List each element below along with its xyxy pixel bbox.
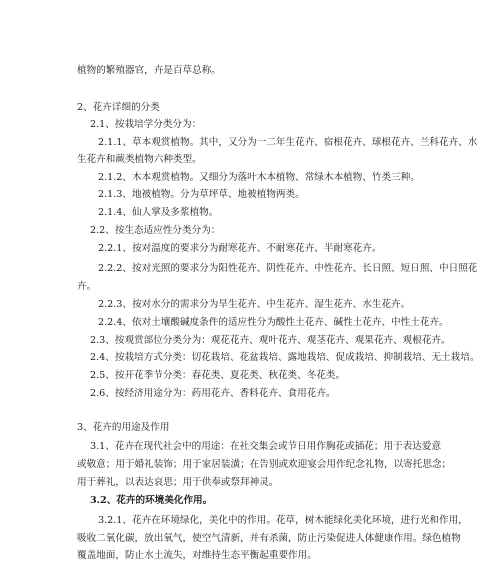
text-line: 2.2.1、按对温度的要求分为耐寒花卉、不耐寒花卉、半耐寒花卉。	[98, 243, 382, 254]
subsection-heading: 3.2、花卉的环境美化作用。	[90, 495, 213, 506]
text-line: 3.1、花卉在现代社会中的用途：在社交集会或节日用作胸花或插花；用于表达爱意	[90, 441, 442, 452]
text-line: 3.2.1、花卉在环境绿化，美化中的作用。花草，树木能绿化美化环境，进行光和作用，	[98, 515, 468, 526]
text-line: 或敬意；用于婚礼装饰；用于家居装潢；在告别或欢迎宴会用作纪念礼物，以寄托思念；	[77, 459, 452, 470]
section-heading: 2、花卉详细的分类	[77, 102, 160, 113]
text-line: 2.1.3、地被植物。分为草坪草、地被植物两类。	[98, 189, 305, 200]
section-heading: 3、花卉的用途及作用	[77, 422, 170, 433]
subsection-heading: 2.3、按观赏部位分类分为：观花花卉、观叶花卉、观茎花卉、观果花卉、观根花卉。	[90, 335, 451, 346]
text-line: 2.2.3、按对水分的需求分为旱生花卉、中生花卉、湿生花卉、水生花卉。	[98, 299, 411, 310]
text-line: 2.2.4、依对土壤酸碱度条件的适应性分为酸性土花卉、碱性土花卉、中性土花卉。	[98, 317, 449, 328]
text-line: 植物的繁殖器官，卉是百草总称。	[77, 65, 221, 76]
subsection-heading: 2.2、按生态适应性分类分为：	[90, 225, 221, 236]
text-line: 覆盖地面，防止水土流失，对维持生态平衡起重要作用。	[77, 550, 317, 561]
text-line: 吸收二氧化碳，放出氧气，使空气清新，并有杀菌，防止污染促进人体健康作用。绿色植物	[77, 533, 461, 544]
text-line: 生花卉和蕨类植物六种类型。	[77, 154, 202, 165]
text-line: 卉。	[77, 281, 97, 292]
subsection-heading: 2.1、按栽培学分类分为：	[90, 119, 202, 130]
text-line: 用于葬礼，以表达哀思；用于供奉或祭拜神灵。	[77, 477, 279, 488]
subsection-heading: 2.5、按开花季节分类：春花类、夏花类、秋花类、冬花类。	[90, 370, 346, 381]
text-line: 2.2.2、按对光照的要求分为阳性花卉、阴性花卉、中性花卉、长日照、短日照、中日照花	[98, 263, 478, 274]
subsection-heading: 2.4、按栽培方式分类：切花栽培、花盆栽培、露地栽培、促成栽培、抑制栽培、无土栽培。	[90, 352, 480, 363]
subsection-heading: 2.6、按经济用途分为：药用花卉、香料花卉、食用花卉。	[90, 388, 336, 399]
text-line: 2.1.4、仙人掌及多浆植物。	[98, 207, 219, 218]
text-line: 2.1.2、木本观赏植物。又细分为落叶木本植物、常绿木本植物、竹类三种。	[98, 172, 420, 183]
text-line: 2.1.1、草本观赏植物。其中，又分为一二年生花卉、宿根花卉、球根花卉、兰科花卉、水	[98, 137, 478, 148]
